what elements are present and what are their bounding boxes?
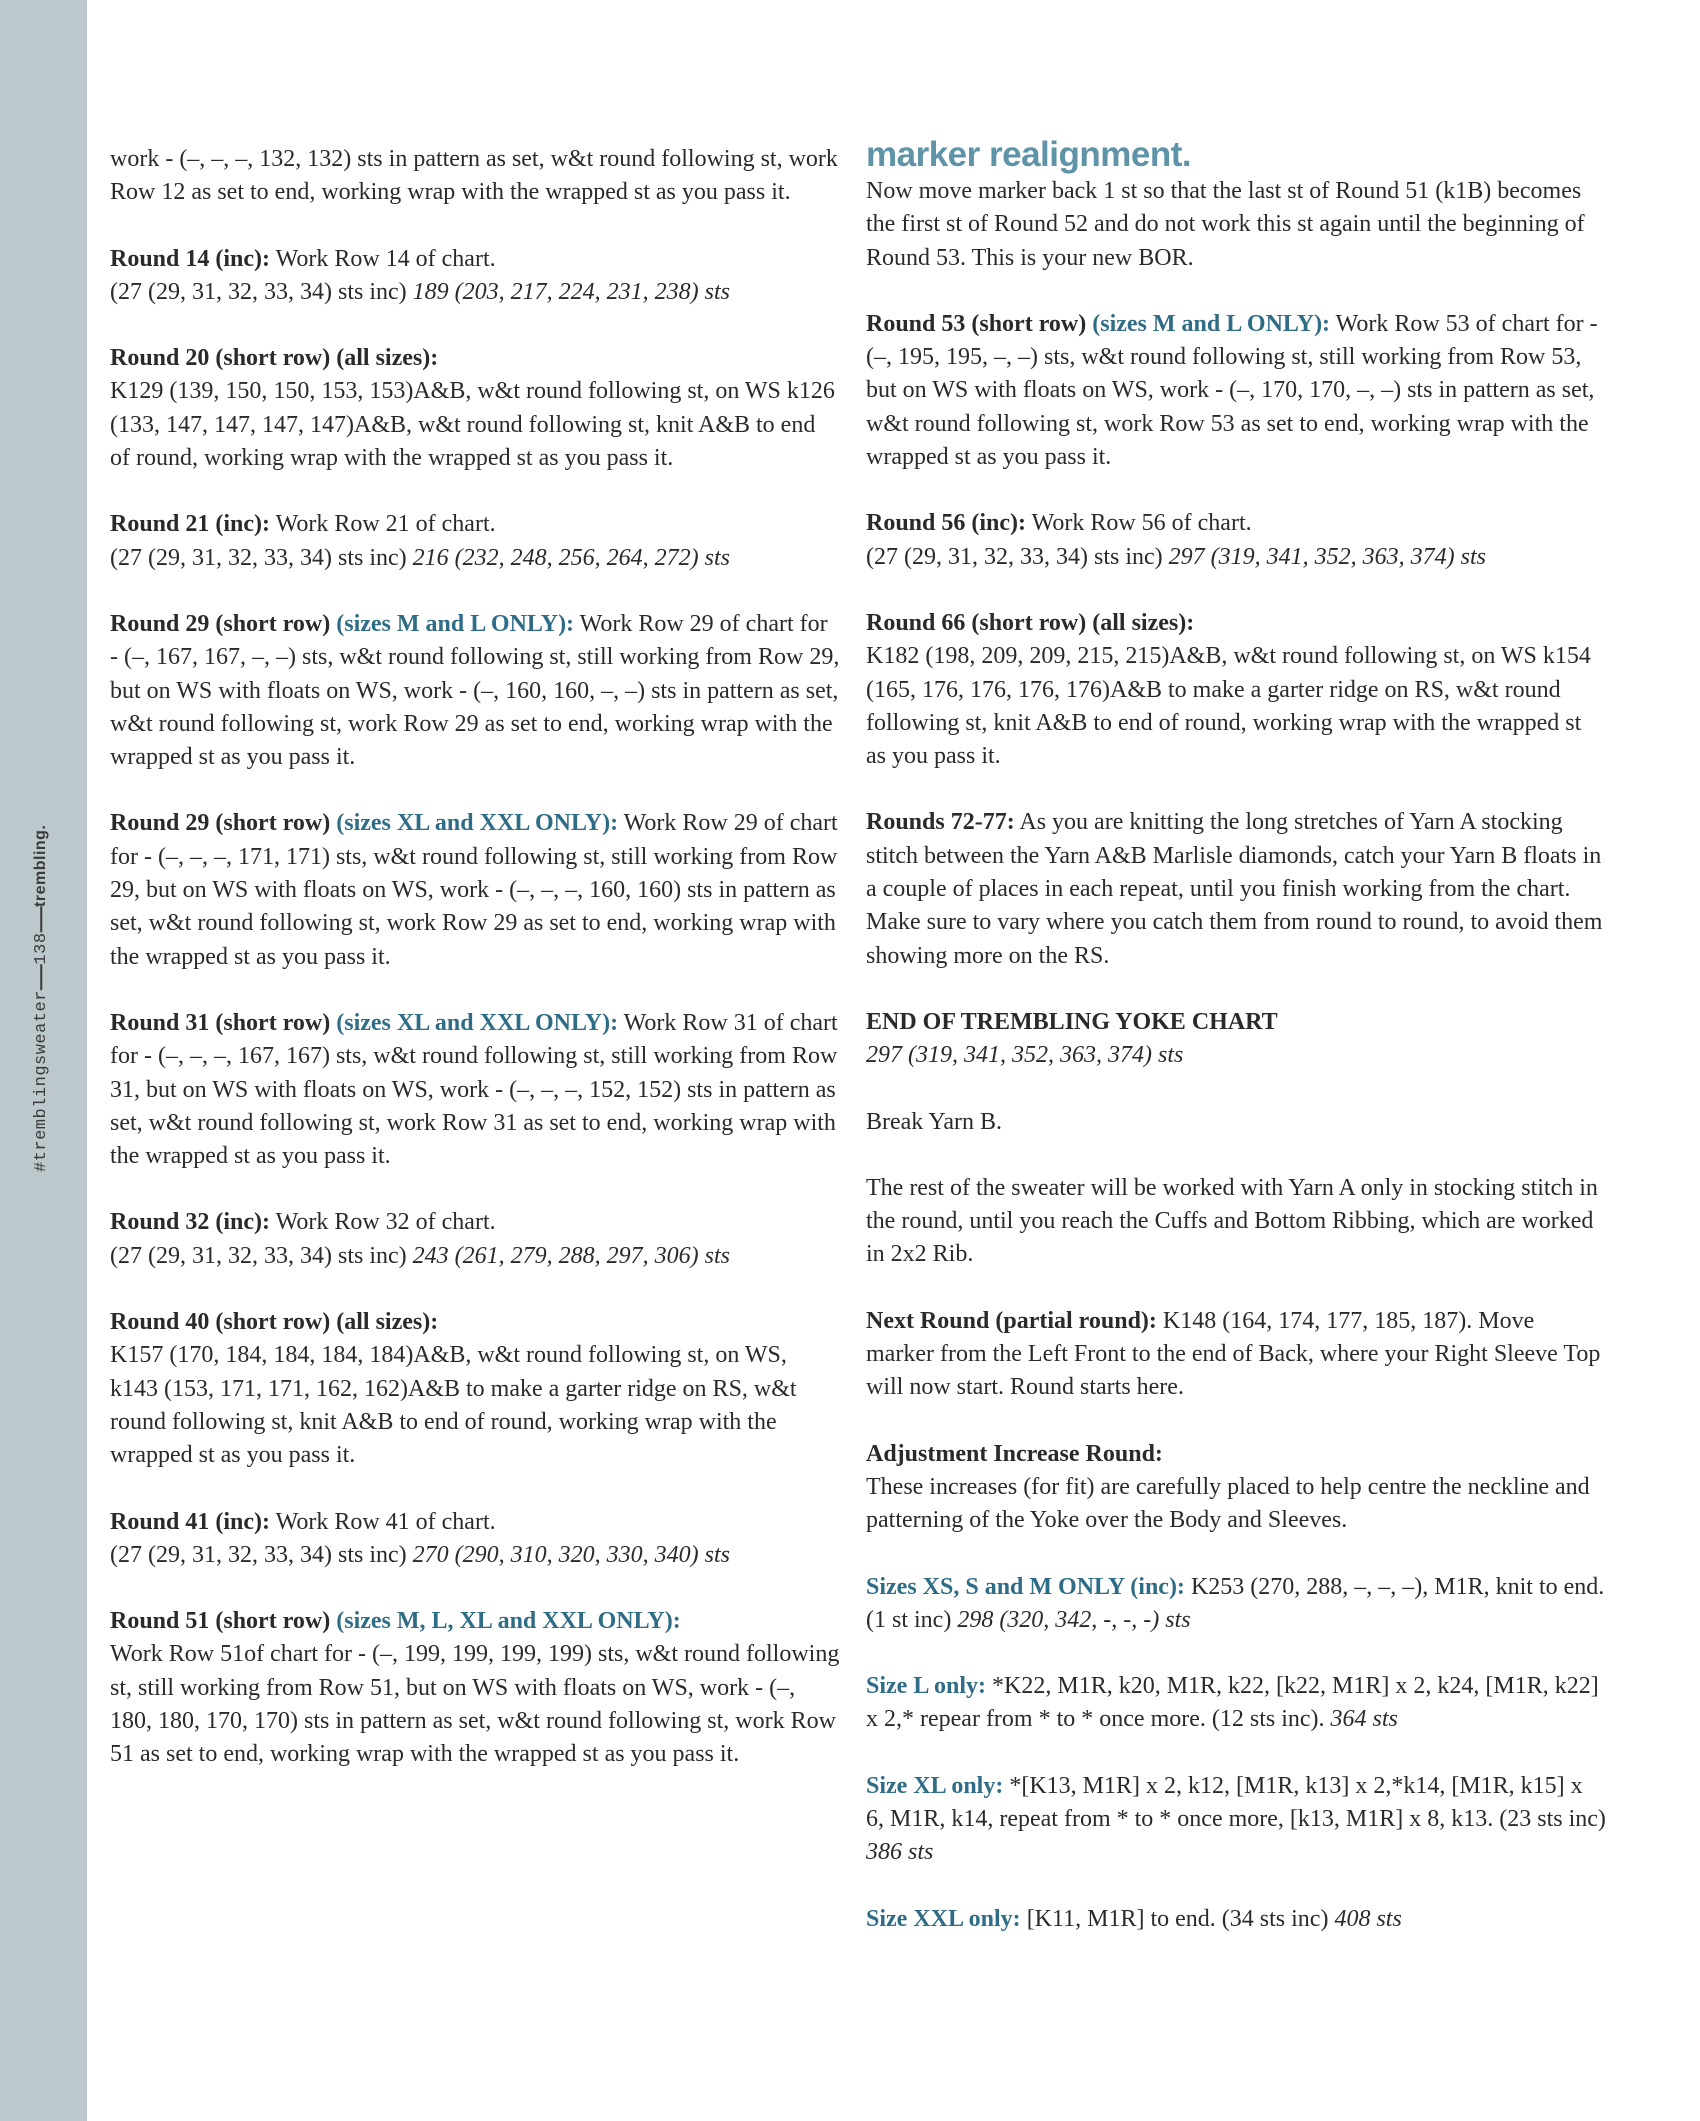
section-heading: marker realignment. (866, 135, 1192, 174)
instruction-body: (27 (29, 31, 32, 33, 34) sts inc) (110, 1541, 413, 1568)
left-column (110, 143, 840, 1805)
instruction-lead: Round 40 (short row) (all sizes): (110, 1309, 439, 1336)
stitch-count: 408 sts (1334, 1905, 1402, 1932)
instruction-body: Work Row 51of chart for - (–, 199, 199, 199, 199) sts, w&t round following st, still working from Row 51, but on WS with floats on WS, work - (–, 180, 180, 170, 170) sts in pattern as set, w&t round following st, work Row 51 as set to end, working wrap with the wrapped st as you pass it. (110, 1641, 840, 1768)
instruction-body: (27 (29, 31, 32, 33, 34) sts inc) (866, 543, 1169, 570)
instruction-body: K182 (198, 209, 209, 215, 215)A&B, w&t round following st, on WS k154 (165, 176, 176, 176, 176)A&B to make a garter ridge on RS, w&t round following st, knit A&B to end of round, working wrap with the wrapped st as you pass it. (866, 643, 1591, 770)
instruction-text: work - (–, –, –, 132, 132) sts in pattern as set, w&t round following st, work Row 12 as set to end, working wrap with the wrapped st as you pass it. (110, 146, 838, 206)
instruction-text: *[K13, M1R] x 2, k12, [M1R, k13] x 2,*k14, [M1R, k15] x 6, M1R, k14, repeat from * to * once more, [k13, M1R] x 8, k13. (23 sts inc) (866, 1772, 1606, 1832)
instruction-paragraph (110, 608, 840, 774)
instruction-paragraph (866, 1670, 1606, 1737)
divider (40, 907, 42, 933)
stitch-count: 243 (261, 279, 288, 297, 306) sts (412, 1242, 730, 1269)
instruction-lead: Round 66 (short row) (all sizes): (866, 609, 1195, 636)
instruction-paragraph (866, 1438, 1606, 1538)
instruction-paragraph (866, 308, 1606, 474)
instruction-lead: Rounds 72-77: (866, 809, 1015, 836)
instruction-lead: Adjustment Increase Round: (866, 1440, 1163, 1467)
stitch-count: 297 (319, 341, 352, 363, 374) sts (1168, 543, 1486, 570)
instruction-lead: Round 56 (inc): (866, 510, 1027, 537)
instruction-lead: Round 29 (short row) (110, 610, 337, 637)
stitch-count: 297 (319, 341, 352, 363, 374) sts (866, 1042, 1184, 1069)
instruction-body: (27 (29, 31, 32, 33, 34) sts inc) (110, 278, 413, 305)
instruction-lead: Round 14 (inc): (110, 245, 271, 272)
divider (40, 964, 42, 990)
instruction-paragraph (110, 1506, 840, 1573)
instruction-paragraph (866, 1106, 1606, 1139)
instruction-text: Work Row 31 of chart for - (–, –, –, 167, 167) sts, w&t round following st, still working from Row 31, but on WS with floats on WS, work - (–, –, –, 152, 152) sts in pattern as set, w&t round following st, work Row 31 as set to end, working wrap with the wrapped st as you pass it. (110, 1009, 838, 1170)
size-tag: Size XXL only: (866, 1905, 1021, 1932)
instruction-body: K157 (170, 184, 184, 184, 184)A&B, w&t round following st, on WS, k143 (153, 171, 171, 162, 162)A&B to make a garter ridge on RS, w&t round following st, knit A&B to end of round, working wrap with the wrapped st as you pass it. (110, 1342, 797, 1469)
instruction-lead: Round 41 (inc): (110, 1508, 271, 1535)
right-column (866, 135, 1606, 1969)
instruction-paragraph (866, 1006, 1606, 1073)
instruction-lead: Round 20 (short row) (all sizes): (110, 345, 439, 372)
instruction-text: Work Row 56 of chart. (1026, 510, 1252, 537)
instruction-body: K129 (139, 150, 150, 153, 153)A&B, w&t round following st, on WS k126 (133, 147, 147, 147, 147)A&B, w&t round following st, knit A&B to end of round, working wrap with the wrapped st as you pass it. (110, 378, 835, 472)
instruction-lead: Round 31 (short row) (110, 1009, 337, 1036)
instruction-text: Work Row 29 of chart for - (–, 167, 167, –, –) sts, w&t round following st, still working from Row 29, but on WS with floats on WS, work - (–, 160, 160, –, –) sts in pattern as set, w&t round following st, work Row 29 as set to end, working wrap with the wrapped st as you pass it. (110, 610, 840, 771)
size-tag: Sizes XS, S and M ONLY (inc): (866, 1573, 1185, 1600)
instruction-text: Work Row 21 of chart. (270, 511, 496, 538)
instruction-lead: END OF TREMBLING YOKE CHART (866, 1008, 1278, 1035)
instruction-lead: Round 29 (short row) (110, 810, 337, 837)
page-sidebar (0, 0, 87, 2121)
page-number: 138 (31, 932, 51, 965)
instruction-paragraph (866, 175, 1606, 275)
right-column-body (866, 175, 1606, 1936)
instruction-paragraph (110, 1206, 840, 1273)
instruction-paragraph (110, 143, 840, 210)
instruction-text: Work Row 41 of chart. (270, 1508, 496, 1535)
brand-label: trembling. (32, 824, 49, 907)
size-tag: (sizes XL and XXL ONLY): (336, 1009, 619, 1036)
instruction-text: [K11, M1R] to end. (34 sts inc) (1020, 1905, 1335, 1932)
size-tag: Size XL only: (866, 1772, 1004, 1799)
instruction-paragraph (866, 806, 1606, 972)
instruction-paragraph (110, 1605, 840, 1771)
instruction-text: Work Row 53 of chart for - (–, 195, 195, –, –) sts, w&t round following st, still working from Row 53, but on WS with floats on WS, work - (–, 170, 170, –, –) sts in pattern as set, w&t round following st, work Row 53 as set to end, working wrap with the wrapped st as you pass it. (866, 310, 1598, 471)
stitch-count: 216 (232, 248, 256, 264, 272) sts (412, 544, 730, 571)
instruction-paragraph (866, 1903, 1606, 1936)
stitch-count: 364 sts (1330, 1706, 1398, 1733)
size-tag: Size L only: (866, 1673, 987, 1700)
instruction-text: The rest of the sweater will be worked with Yarn A only in stocking stitch in the round, until you reach the Cuffs and Bottom Ribbing, which are worked in 2x2 Rib. (866, 1174, 1598, 1268)
size-tag: (sizes M and L ONLY): (336, 610, 575, 637)
instruction-text: As you are knitting the long stretches of Yarn A stocking stitch between the Yarn A&B Marlisle diamonds, catch your Yarn B floats in a couple of places in each repeat, until you finish working from the chart. Make sure to vary where you catch them from round to round, to avoid them showing more on the RS. (866, 809, 1603, 969)
instruction-body: (27 (29, 31, 32, 33, 34) sts inc) (110, 1242, 413, 1269)
size-tag: (sizes M and L ONLY): (1092, 310, 1331, 337)
instruction-paragraph (866, 607, 1606, 773)
instruction-text: Break Yarn B. (866, 1108, 1002, 1135)
stitch-count: 298 (320, 342, -, -, -) sts (957, 1606, 1191, 1633)
instruction-lead: Round 21 (inc): (110, 511, 271, 538)
size-tag: (sizes XL and XXL ONLY): (336, 810, 619, 837)
instruction-text: *K22, M1R, k20, M1R, k22, [k22, M1R] x 2, k24, [M1R, k22] x 2,* repear from * to * once more. (12 sts inc). (866, 1673, 1599, 1733)
instruction-paragraph (866, 1305, 1606, 1405)
instruction-lead: Round 53 (short row) (866, 310, 1093, 337)
instruction-text: Work Row 29 of chart for - (–, –, –, 171, 171) sts, w&t round following st, still working from Row 29, but on WS with floats on WS, work - (–, –, –, 160, 160) sts in pattern as set, w&t round following st, work Row 29 as set to end, working wrap with the wrapped st as you pass it. (110, 810, 838, 970)
instruction-body: These increases (for fit) are carefully placed to help centre the neckline and patterning of the Yoke over the Body and Sleeves. (866, 1473, 1590, 1534)
instruction-body: (27 (29, 31, 32, 33, 34) sts inc) (110, 544, 413, 571)
instruction-paragraph (110, 243, 840, 310)
instruction-paragraph (866, 507, 1606, 574)
stitch-count: 189 (203, 217, 224, 231, 238) sts (412, 278, 730, 305)
instruction-paragraph (110, 807, 840, 973)
hashtag-label: #tremblingsweater (31, 990, 51, 1172)
instruction-paragraph (110, 508, 840, 575)
instruction-text: K253 (270, 288, –, –, –), M1R, knit to end. (1 st inc) (866, 1573, 1605, 1633)
instruction-text: K148 (164, 174, 177, 185, 187). Move marker from the Left Front to the end of Back, where your Right Sleeve Top will now start. Round starts here. (866, 1307, 1601, 1401)
instruction-paragraph (110, 1007, 840, 1173)
instruction-lead: Round 51 (short row) (110, 1608, 337, 1635)
instruction-lead: Round 32 (inc): (110, 1209, 271, 1236)
instruction-paragraph (866, 1770, 1606, 1870)
instruction-text: Work Row 14 of chart. (270, 245, 496, 272)
instruction-text: Now move marker back 1 st so that the last st of Round 51 (k1B) becomes the first st of Round 52 and do not work this st again until the beginning of Round 53. This is your new BOR. (866, 178, 1585, 271)
size-tag: (sizes M, L, XL and XXL ONLY): (336, 1608, 681, 1635)
instruction-paragraph (110, 1306, 840, 1472)
instruction-lead: Next Round (partial round): (866, 1307, 1157, 1334)
stitch-count: 270 (290, 310, 320, 330, 340) sts (412, 1541, 730, 1568)
instruction-paragraph (866, 1172, 1606, 1272)
instruction-text: Work Row 32 of chart. (270, 1209, 496, 1236)
instruction-paragraph (110, 342, 840, 475)
instruction-paragraph (866, 1571, 1606, 1638)
stitch-count: 386 sts (866, 1839, 934, 1866)
